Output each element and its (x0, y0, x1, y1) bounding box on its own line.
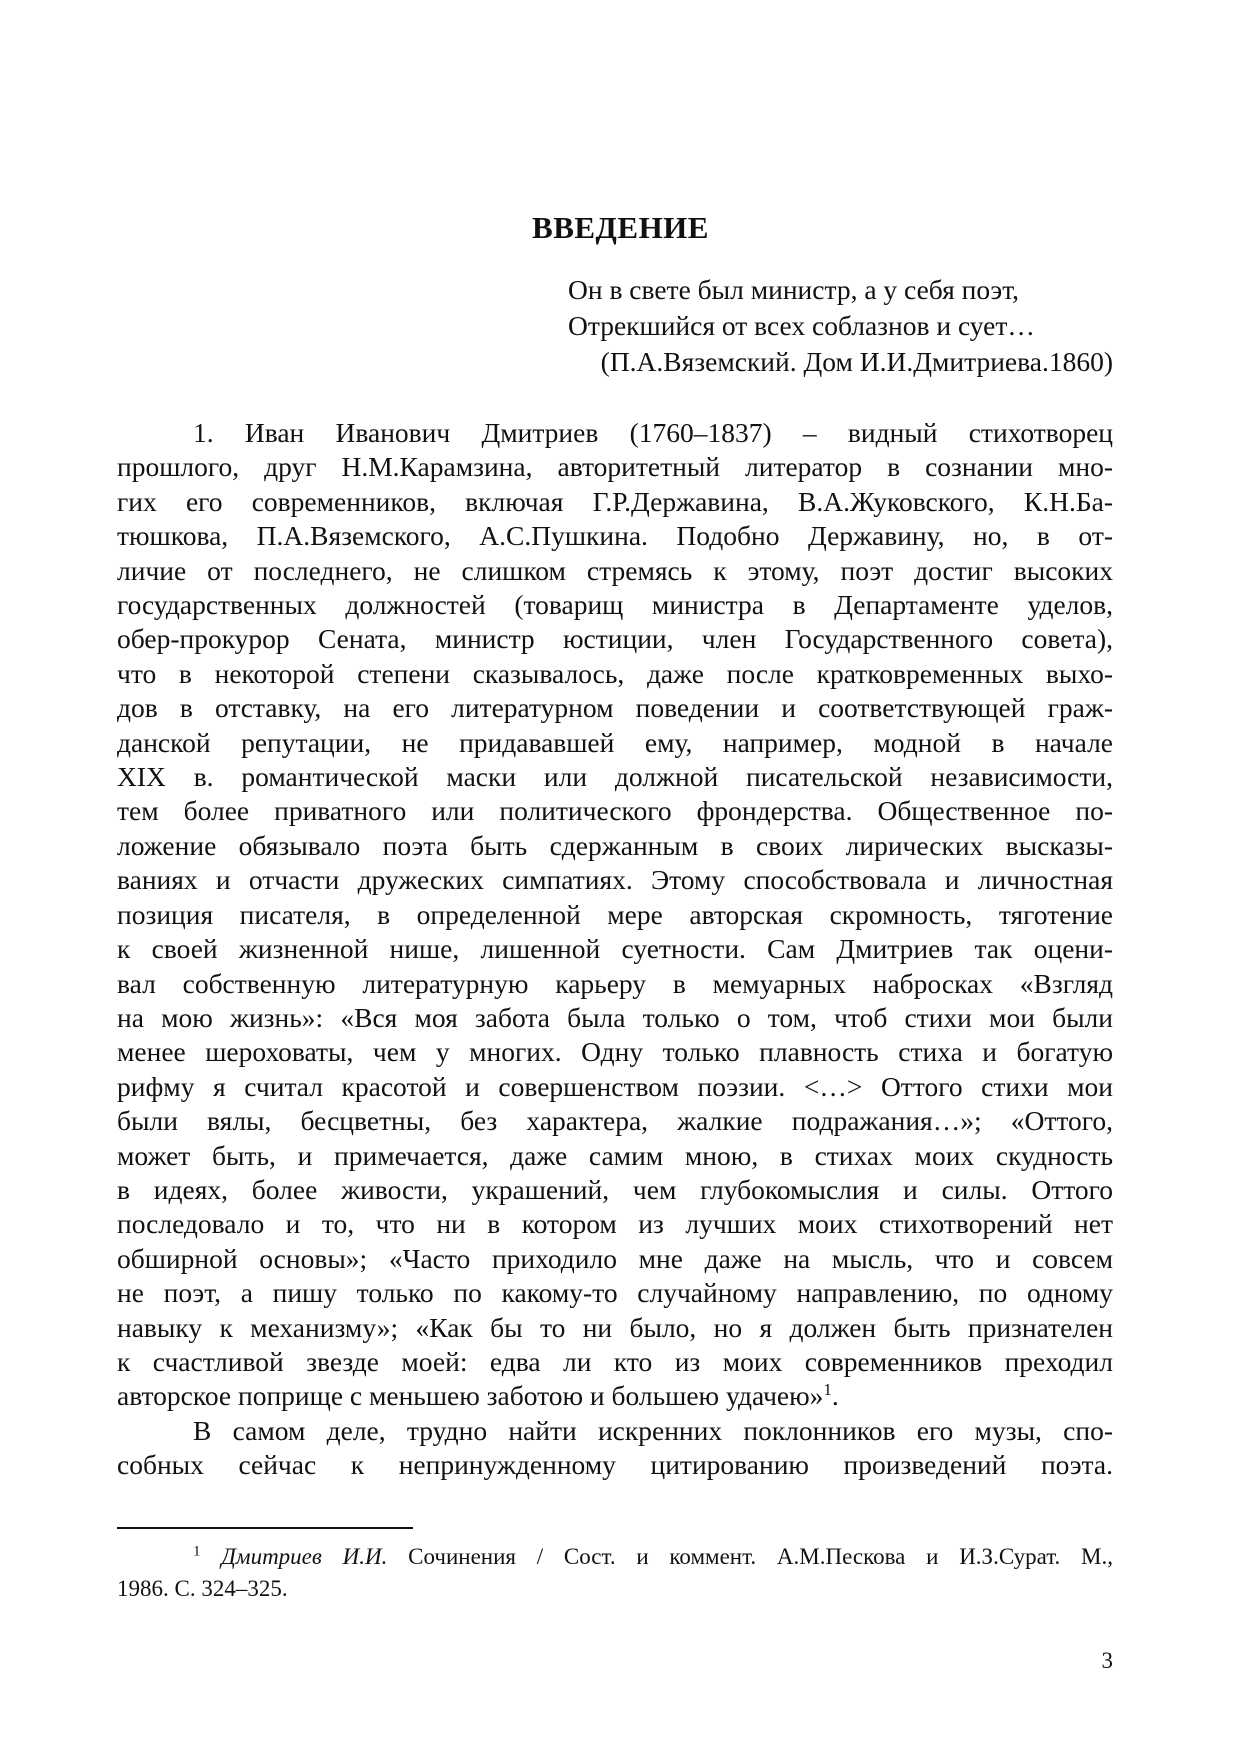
paragraph-1 (117, 416, 1113, 1414)
text-line: собных сейчас к непринужденному цитированию произведений поэта. (117, 1449, 1113, 1481)
text-line: на мою жизнь»: «Вся моя забота была только о том, чтоб стихи мои были (117, 1001, 1113, 1033)
text-line: менее шероховаты, чем у многих. Одну только плавность стиха и богатую (117, 1036, 1113, 1068)
text-line: гих его современников, включая Г.Р.Державина, В.А.Жуковского, К.Н.Ба- (117, 485, 1113, 517)
text-line: ложение обязывало поэта быть сдержанным в своих лирических высказы- (117, 829, 1113, 861)
text-line: обер-прокурор Сената, министр юстиции, член Государственного совета), (117, 623, 1113, 655)
text-line: не поэт, а пишу только по какому-то случайному направлению, по одному (117, 1277, 1113, 1309)
footnote-mark: 1 (193, 1543, 201, 1560)
footnote-reference[interactable]: 1 (823, 1380, 832, 1400)
text-line: данской репутации, не придававшей ему, например, модной в начале (117, 726, 1113, 758)
epigraph-source: (П.А.Вяземский. Дом И.И.Дмитриева.1860) (600, 346, 1113, 377)
text-line: В самом деле, трудно найти искренних поклонников его музы, спо- (193, 1414, 1113, 1446)
text-line: что в некоторой степени сказывалось, даже после кратковременных выхо- (117, 657, 1113, 689)
text-line: личие от последнего, не слишком стремясь к этому, поэт достиг высоких (117, 554, 1113, 586)
chapter-heading: ВВЕДЕНИЕ (532, 210, 709, 245)
epigraph (413, 272, 1113, 380)
text-line: вал собственную литературную карьеру в мемуарных набросках «Взгляд (117, 967, 1113, 999)
footnote-line: 1986. С. 324–325. (117, 1576, 288, 1601)
footnote-author: Дмитриев И.И. (221, 1544, 388, 1569)
text-line: навыку к механизму»; «Как бы то ни было, но я должен быть признателен (117, 1311, 1113, 1343)
body-text (117, 416, 1113, 1483)
page-number: 3 (1101, 1648, 1113, 1673)
text-line: позиция писателя, в определенной мере авторская скромность, тяготение (117, 898, 1113, 930)
text-line-last (117, 1379, 1113, 1413)
last-line-text: авторское поприще с меньшею заботою и большею удачею» (117, 1380, 824, 1412)
epigraph-line: Он в свете был министр, а у себя поэт, (568, 274, 1020, 305)
text-line: XIX в. романтической маски или должной писательской независимости, (117, 761, 1113, 793)
footnote-separator (117, 1527, 413, 1529)
text-line: государственных должностей (товарищ министра в Департаменте уделов, (117, 589, 1113, 621)
footnote-line (117, 1541, 1113, 1573)
footnote-text: Сочинения / Сост. и коммент. А.М.Пескова и И.З.Сурат. М., (387, 1544, 1113, 1569)
text-line: обширной основы»; «Часто приходило мне даже на мысль, что и совсем (117, 1242, 1113, 1274)
text-line: к своей жизненной нише, лишенной суетности. Сам Дмитриев так оцени- (117, 933, 1113, 965)
text-line: может быть, и примечается, даже самим мною, в стихах моих скудность (117, 1139, 1113, 1171)
footnote (117, 1541, 1113, 1605)
text-line: прошлого, друг Н.М.Карамзина, авторитетный литератор в сознании мно- (117, 451, 1113, 483)
text-line: тюшкова, П.А.Вяземского, А.С.Пушкина. Подобно Державину, но, в от- (117, 520, 1113, 552)
epigraph-line: Отрекшийся от всех соблазнов и сует… (568, 310, 1035, 341)
text-line: к счастливой звезде моей: едва ли кто из моих современников преходил (117, 1345, 1113, 1377)
text-line: тем более приватного или политического фрондерства. Общественное по- (117, 795, 1113, 827)
text-line: в идеях, более живости, украшений, чем глубокомыслия и силы. Оттого (117, 1173, 1113, 1205)
text-line: 1. Иван Иванович Дмитриев (1760–1837) – видный стихотворец (193, 417, 1113, 448)
paragraph-2 (117, 1414, 1113, 1483)
text-line: дов в отставку, на его литературном поведении и соответствующей граж- (117, 692, 1113, 724)
last-line-tail: . (831, 1380, 839, 1412)
text-line: последовало и то, что ни в котором из лучших моих стихотворений нет (117, 1208, 1113, 1240)
text-line: были вялы, бесцветны, без характера, жалкие подражания…»; «Оттого, (117, 1105, 1113, 1137)
text-line: ваниях и отчасти дружеских симпатиях. Этому способствовала и личностная (117, 864, 1113, 896)
text-line: рифму я считал красотой и совершенством поэзии. <…> Оттого стихи мои (117, 1070, 1113, 1102)
